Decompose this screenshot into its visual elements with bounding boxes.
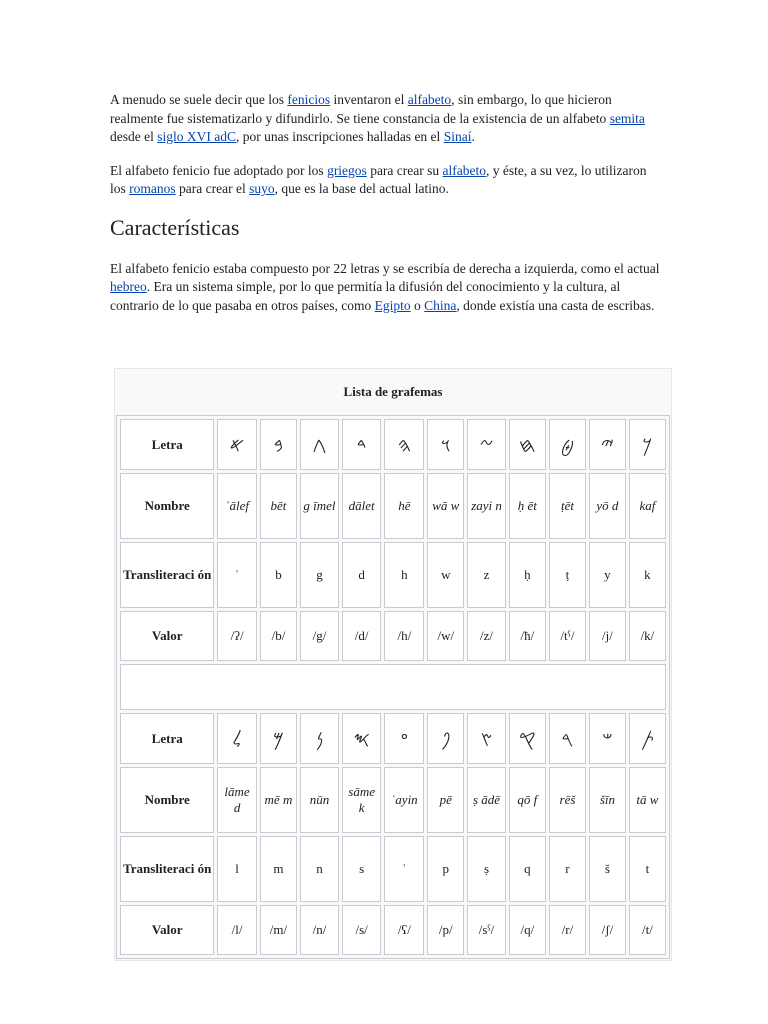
transliteration: k xyxy=(629,542,666,608)
section-heading: Características xyxy=(110,214,240,240)
phoenician-letter-glyph: 𐤂 xyxy=(300,419,339,470)
table-row xyxy=(120,419,666,470)
phonetic-value: /b/ xyxy=(260,611,297,661)
phoenician-letter-glyph: 𐤑 xyxy=(467,713,505,764)
transliteration: ʾ xyxy=(217,542,256,608)
phonetic-value: /r/ xyxy=(549,905,586,955)
phoenician-letter-glyph: 𐤊 xyxy=(629,419,666,470)
row-label-valor: Valor xyxy=(120,905,214,955)
transliteration: w xyxy=(427,542,464,608)
phoenician-letter-glyph: 𐤏 xyxy=(384,713,424,764)
phonetic-value: /ʕ/ xyxy=(384,905,424,955)
row-label-letra: Letra xyxy=(120,419,214,470)
phonetic-value: /s/ xyxy=(342,905,382,955)
letter-name: nūn xyxy=(300,767,339,833)
letter-name: rēš xyxy=(549,767,586,833)
letter-name: wā w xyxy=(427,473,464,539)
phonetic-value: /ʃ/ xyxy=(589,905,626,955)
phoenician-letter-glyph: 𐤅 xyxy=(427,419,464,470)
separator-cell xyxy=(120,664,666,710)
transliteration: p xyxy=(427,836,464,902)
phoenician-letter-glyph: 𐤔 xyxy=(589,713,626,764)
letter-name: bēt xyxy=(260,473,297,539)
inline-link[interactable]: semita xyxy=(609,110,645,126)
inline-link[interactable]: fenicios xyxy=(287,92,331,107)
table-caption: Lista de grafemas xyxy=(343,384,443,399)
phoenician-letter-glyph: 𐤒 xyxy=(509,713,546,764)
grapheme-table xyxy=(114,368,672,961)
phoenician-letter-glyph: 𐤌 xyxy=(260,713,297,764)
transliteration: s xyxy=(342,836,382,902)
letter-name: ʿayin xyxy=(384,767,424,833)
phonetic-value: /m/ xyxy=(260,905,297,955)
phoenician-letter-glyph: 𐤁 xyxy=(260,419,297,470)
transliteration: ṣ xyxy=(467,836,505,902)
transliteration: h xyxy=(384,542,424,608)
letter-name: qō f xyxy=(509,767,546,833)
phoenician-letter-glyph: 𐤉 xyxy=(589,419,626,470)
phonetic-value: /z/ xyxy=(467,611,505,661)
paragraph-text: , sin embargo, lo que hicieron realmente fue sistematizarlo y difundirlo. Se tiene constancia de la existencia de un alfabeto xyxy=(110,92,612,126)
paragraph-text: El alfabeto fenicio fue adoptado por los xyxy=(110,162,328,178)
inline-link[interactable]: romanos xyxy=(129,181,176,196)
transliteration: m xyxy=(260,836,297,902)
transliteration: t xyxy=(629,836,666,902)
table-row xyxy=(120,836,666,902)
row-label-nombre: Nombre xyxy=(120,473,214,539)
letter-name: zayi n xyxy=(467,473,505,539)
letter-name: tā w xyxy=(629,767,666,833)
table-row xyxy=(120,542,666,608)
transliteration: š xyxy=(589,836,626,902)
row-label-valor: Valor xyxy=(120,611,214,661)
intro-paragraph-1 xyxy=(110,91,660,147)
phonetic-value: /d/ xyxy=(342,611,382,661)
phoenician-letter-glyph: 𐤄 xyxy=(384,419,424,470)
row-label-trans: Transliteraci ón xyxy=(120,542,214,608)
letter-name: hē xyxy=(384,473,424,539)
phonetic-value: /tˤ/ xyxy=(549,611,586,661)
paragraph-text: , y éste, a su vez, lo utilizaron los xyxy=(110,162,647,196)
grapheme-grid xyxy=(116,415,670,959)
phonetic-value: /t/ xyxy=(629,905,666,955)
transliteration: ʿ xyxy=(384,836,424,902)
phoenician-letter-glyph: 𐤍 xyxy=(300,713,339,764)
inline-link[interactable]: Egipto xyxy=(374,297,411,313)
inline-link[interactable]: siglo XVI adC xyxy=(157,129,236,144)
paragraph-text: o xyxy=(410,297,425,313)
phoenician-letter-glyph: 𐤓 xyxy=(549,713,586,764)
transliteration: l xyxy=(217,836,256,902)
paragraph-text: desde el xyxy=(110,129,158,144)
phonetic-value: /w/ xyxy=(427,611,464,661)
transliteration: n xyxy=(300,836,339,902)
transliteration: z xyxy=(467,542,505,608)
paragraph-text: , donde existía una casta de escribas. xyxy=(456,297,655,313)
phoenician-letter-glyph: 𐤀 xyxy=(217,419,256,470)
paragraph-text: A menudo se suele decir que los xyxy=(110,92,288,107)
phoenician-letter-glyph: 𐤃 xyxy=(342,419,382,470)
paragraph-text: para crear el xyxy=(175,181,250,196)
phonetic-value: /sˤ/ xyxy=(467,905,505,955)
paragraph-text: inventaron el xyxy=(330,92,408,107)
letter-name: ḥ ēt xyxy=(509,473,546,539)
transliteration: q xyxy=(509,836,546,902)
phonetic-value: /g/ xyxy=(300,611,339,661)
phoenician-letter-glyph: 𐤇 xyxy=(509,419,546,470)
transliteration: b xyxy=(260,542,297,608)
row-label-trans: Transliteraci ón xyxy=(120,836,214,902)
letter-name: g īmel xyxy=(300,473,339,539)
phoenician-letter-glyph: 𐤕 xyxy=(629,713,666,764)
paragraph-text: para crear su xyxy=(366,162,443,178)
phoenician-letter-glyph: 𐤈 xyxy=(549,419,586,470)
phonetic-value: /k/ xyxy=(629,611,666,661)
section-paragraph-1 xyxy=(110,260,660,316)
row-label-nombre: Nombre xyxy=(120,767,214,833)
inline-link[interactable]: Sinaí xyxy=(443,129,472,144)
letter-name: yō d xyxy=(589,473,626,539)
letter-name: ṣ ādē xyxy=(467,767,505,833)
letter-name: pē xyxy=(427,767,464,833)
inline-link[interactable]: alfabeto xyxy=(407,92,452,107)
transliteration: r xyxy=(549,836,586,902)
letter-name: sāme k xyxy=(342,767,382,833)
transliteration: y xyxy=(589,542,626,608)
paragraph-text: , que es la base del actual latino. xyxy=(274,181,449,196)
phonetic-value: /l/ xyxy=(217,905,256,955)
inline-link[interactable]: suyo xyxy=(249,181,275,196)
transliteration: ḥ xyxy=(509,542,546,608)
intro-paragraph-2 xyxy=(110,162,660,199)
inline-link[interactable]: alfabeto xyxy=(442,162,486,178)
letter-name: ṭēt xyxy=(549,473,586,539)
inline-link[interactable]: hebreo xyxy=(110,279,147,294)
table-row xyxy=(120,713,666,764)
letter-name: šīn xyxy=(589,767,626,833)
letter-name: lāme d xyxy=(217,767,256,833)
letter-name: dālet xyxy=(342,473,382,539)
transliteration: ṭ xyxy=(549,542,586,608)
article-body xyxy=(110,91,660,330)
table-row xyxy=(120,905,666,955)
table-row xyxy=(120,611,666,661)
phoenician-letter-glyph: 𐤐 xyxy=(427,713,464,764)
inline-link[interactable]: China xyxy=(424,297,457,313)
paragraph-text: , por unas inscripciones halladas en el xyxy=(235,129,444,144)
phonetic-value: /q/ xyxy=(509,905,546,955)
paragraph-text: El alfabeto fenicio estaba compuesto por 22 letras y se escribía de derecha a izquierda, como el actual xyxy=(110,260,660,276)
row-label-letra: Letra xyxy=(120,713,214,764)
letter-name: ʾālef xyxy=(217,473,256,539)
letter-name: mē m xyxy=(260,767,297,833)
phonetic-value: /h/ xyxy=(384,611,424,661)
paragraph-text: . Era un sistema simple, por lo que permitía la difusión del conocimiento y la cultura, al contrario de lo que pasaba en otros países, como xyxy=(110,279,621,313)
phonetic-value: /n/ xyxy=(300,905,339,955)
inline-link[interactable]: griegos xyxy=(327,162,367,178)
phonetic-value: /p/ xyxy=(427,905,464,955)
transliteration: d xyxy=(342,542,382,608)
phonetic-value: /j/ xyxy=(589,611,626,661)
letter-name: kaf xyxy=(629,473,666,539)
table-row xyxy=(120,767,666,833)
phonetic-value: /ʔ/ xyxy=(217,611,256,661)
transliteration: g xyxy=(300,542,339,608)
phoenician-letter-glyph: 𐤎 xyxy=(342,713,382,764)
table-separator-row xyxy=(120,664,666,710)
phoenician-letter-glyph: 𐤋 xyxy=(217,713,256,764)
table-row xyxy=(120,473,666,539)
phoenician-letter-glyph: 𐤆 xyxy=(467,419,505,470)
phonetic-value: /ħ/ xyxy=(509,611,546,661)
paragraph-text: . xyxy=(471,129,475,144)
